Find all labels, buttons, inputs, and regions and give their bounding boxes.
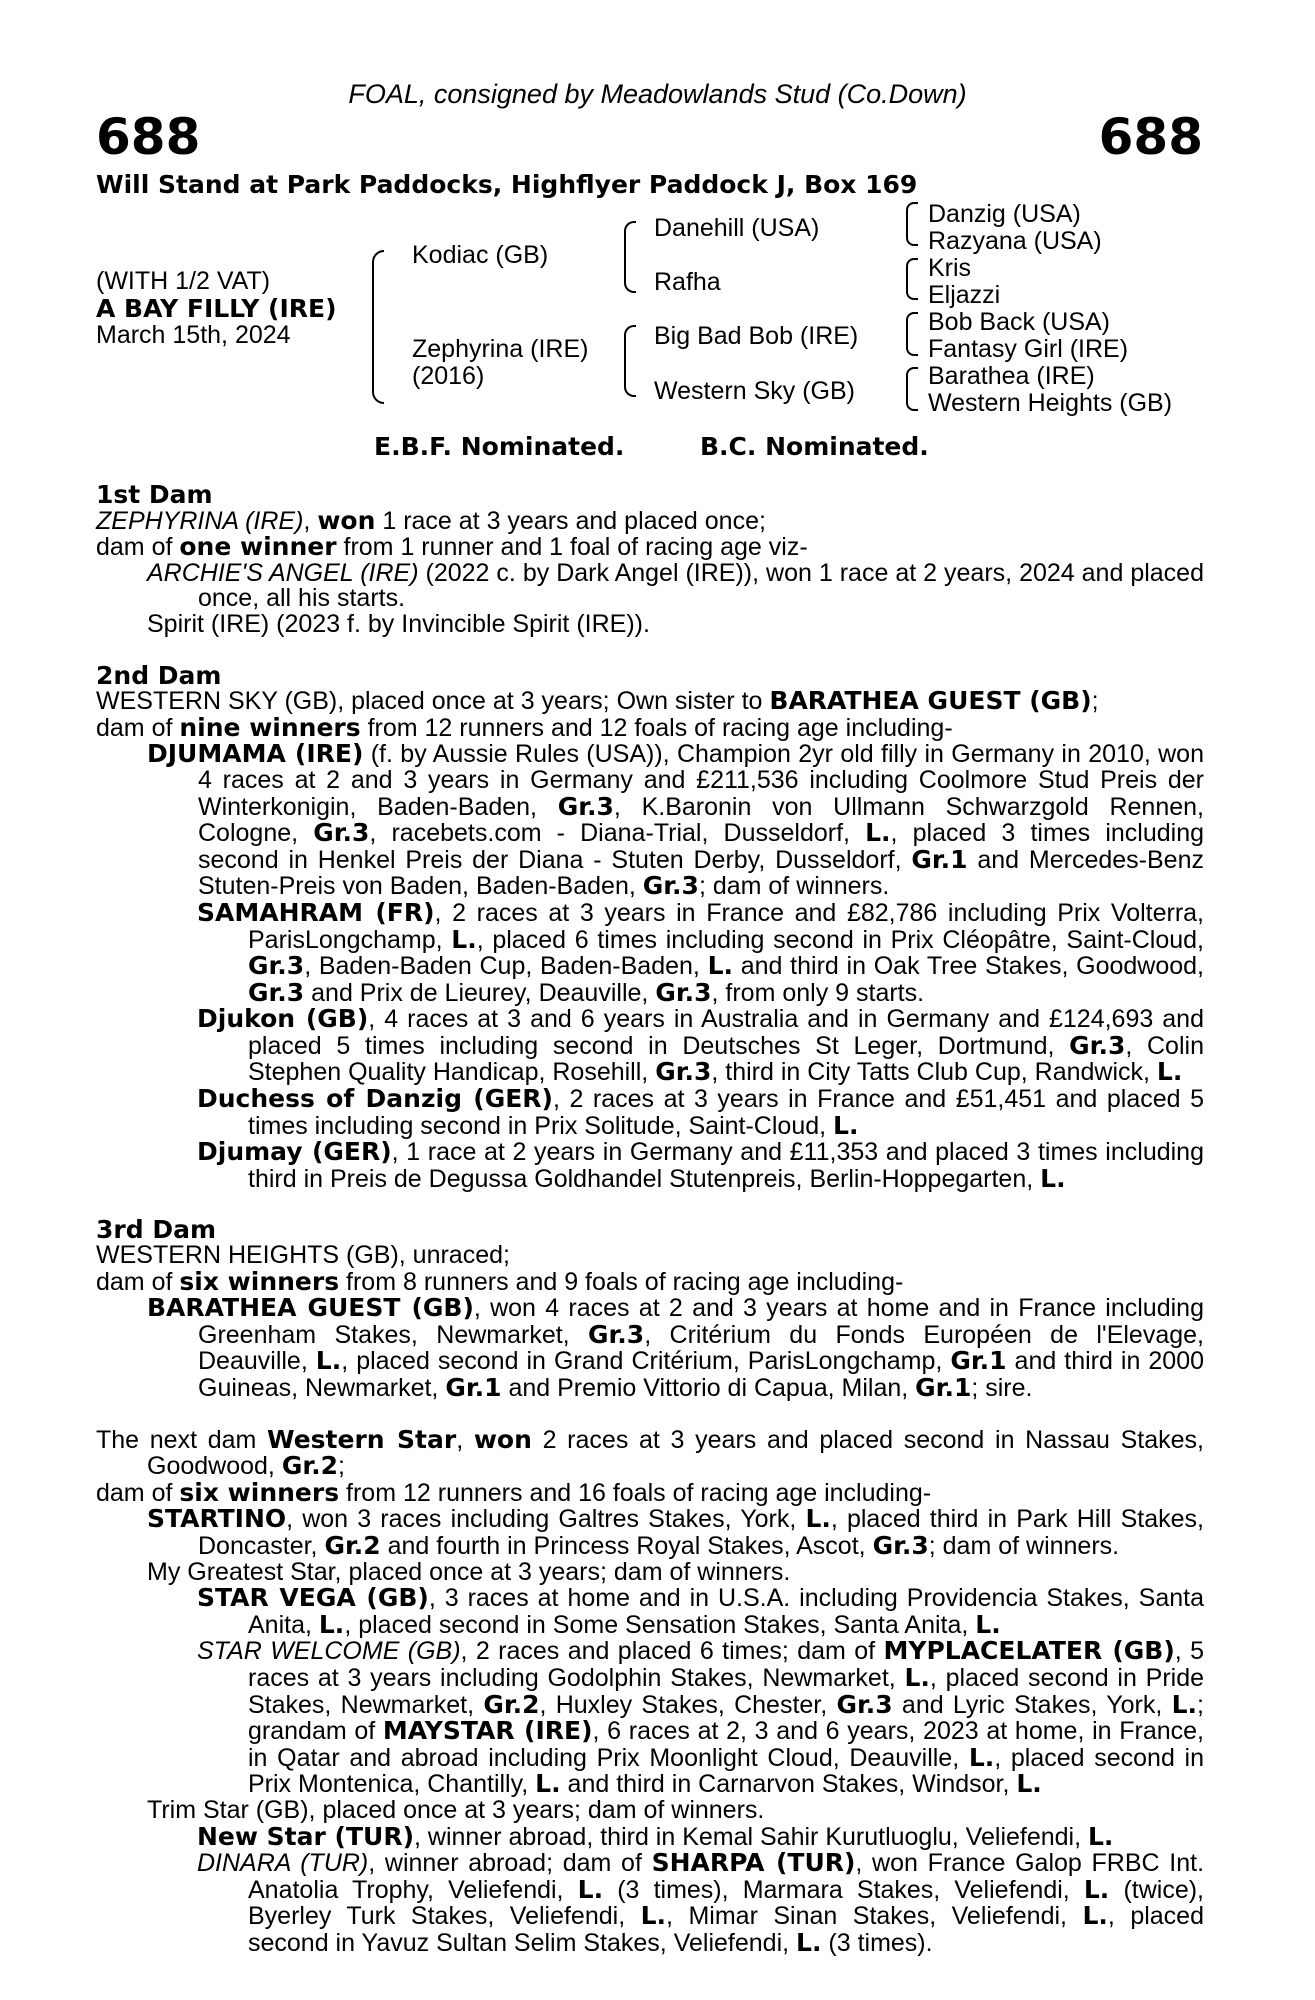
dam3-produce: dam of six winners from 8 runners and 9 foals of racing age including- xyxy=(96,1266,904,1296)
pedigree-brace-dam xyxy=(624,325,636,397)
pedigree-brace-sd xyxy=(906,258,918,300)
dam3-record: WESTERN HEIGHTS (GB), unraced; xyxy=(96,1241,510,1270)
next-dam-grandfoal-new-star: New Star (TUR), winner abroad, third in Kemal Sahir Kurutluoglu, Veliefendi, L. xyxy=(197,1821,1114,1851)
next-dam-grandfoal-star-welcome: STAR WELCOME (GB), 2 races and placed 6 times; dam of MYPLACELATER (GB), 5 races at 3 years including Godolphin Stakes, Newmarket, L., placed second in Pride Stakes, Newmarket, Gr.2, Huxley Stakes, Chester, Gr.3 and Lyric Stakes, York, L.; grandam of MAYSTAR (IRE), 6 races at 2, 3 and 6 years, 2023 at home, in France, in Qatar and abroad including Prix Moonlight Cloud, Deauville, L., placed second in Prix Montenica, Chantilly, L. and third in Carnarvon Stakes, Windsor, L. xyxy=(197,1636,1205,1799)
next-dam-grandfoal-dinara: DINARA (TUR), winner abroad; dam of SHARPA (TUR), won France Galop FRBC Int. Anatolia Trophy, Veliefendi, L. (3 times), Marmara Stakes, Veliefendi, L. (twice), Byerley Turk Stakes, Veliefendi, L., Mimar Sinan Stakes, Veliefendi, L., placed second in Yavuz Sultan Selim Stakes, Veliefendi, L. (3 times). xyxy=(197,1848,1205,1957)
dam3-foal-barathea-guest: BARATHEA GUEST (GB), won 4 races at 2 and 3 years at home and in France including Greenham Stakes, Newmarket, Gr.3, Critérium du Fonds Européen de l'Elevage, Deauville, L., placed second in Grand Critérium, ParisLongchamp, Gr.1 and third in 2000 Guineas, Newmarket, Gr.1 and Premio Vittorio di Capua, Milan, Gr.1; sire. xyxy=(147,1293,1204,1402)
next-dam-foal-my-greatest-star: My Greatest Star, placed once at 3 years; dam of winners. xyxy=(147,1557,791,1586)
next-dam-produce: dam of six winners from 12 runners and 16 foals of racing age including- xyxy=(96,1477,932,1507)
pedigree-sds: Kris xyxy=(928,254,972,282)
ebf-nomination: E.B.F. Nominated. xyxy=(374,432,625,461)
pedigree-ssd: Razyana (USA) xyxy=(928,227,1102,255)
next-dam-foal-trim-star: Trim Star (GB), placed once at 3 years; dam of winners. xyxy=(147,1795,765,1824)
pedigree-dds: Barathea (IRE) xyxy=(928,362,1095,390)
pedigree-notes xyxy=(96,482,1204,1956)
lot-dob: March 15th, 2024 xyxy=(96,321,291,349)
vat-note: (WITH 1/2 VAT) xyxy=(96,267,271,295)
consignor-line: FOAL, consigned by Meadowlands Stud (Co.Down) xyxy=(348,79,967,109)
dam2-produce: dam of nine winners from 12 runners and 12 foals of racing age including- xyxy=(96,712,953,742)
dam1-foal-1: ARCHIE'S ANGEL (IRE) (2022 c. by Dark Angel (IRE)), won 1 race at 2 years, 2024 and placed once, all his starts. xyxy=(147,558,1204,613)
dam1-produce: dam of one winner from 1 runner and 1 foal of racing age viz- xyxy=(96,532,808,562)
pedigree-dss: Bob Back (USA) xyxy=(928,308,1111,336)
pedigree-sdd: Eljazzi xyxy=(928,281,1001,309)
section-heading-3rd-dam: 3rd Dam xyxy=(96,1215,216,1245)
pedigree-sss: Danzig (USA) xyxy=(928,200,1081,228)
dam2-grandfoal-samahram: SAMAHRAM (FR), 2 races at 3 years in France and £82,786 including Prix Volterra, ParisLongchamp, L., placed 6 times including second in Prix Cléopâtre, Saint-Cloud, Gr.3, Baden-Baden Cup, Baden-Baden, L. and third in Oak Tree Stakes, Goodwood, Gr.3 and Prix de Lieurey, Deauville, Gr.3, from only 9 starts. xyxy=(197,897,1204,1007)
bc-nomination: B.C. Nominated. xyxy=(700,432,929,461)
pedigree-sire: Kodiac (GB) xyxy=(412,241,549,269)
pedigree-dd: Western Sky (GB) xyxy=(654,377,855,405)
section-heading-2nd-dam: 2nd Dam xyxy=(96,660,222,690)
pedigree-brace-ss xyxy=(906,202,918,246)
dam2-grandfoal-djumay: Djumay (GER), 1 race at 2 years in Germany and £11,353 and placed 3 times including third in Preis de Degussa Goldhandel Stutenpreis, Berlin-Hoppegarten, L. xyxy=(197,1137,1204,1193)
section-heading-1st-dam: 1st Dam xyxy=(96,480,213,509)
dam2-foal-djumama: DJUMAMA (IRE) (f. by Aussie Rules (USA)), Champion 2yr old filly in Germany in 2010, won 4 races at 2 and 3 years in Germany and £211,536 including Coolmore Stud Preis der Winterkonigin, Baden-Baden, Gr.3, K.Baronin von Ullmann Schwarzgold Rennen, Cologne, Gr.3, racebets.com - Diana-Trial, Dusseldorf, L., placed 3 times including second in Henkel Preis der Diana - Stuten Derby, Dusseldorf, Gr.1 and Mercedes-Benz Stuten-Preis von Baden, Baden-Baden, Gr.3; dam of winners. xyxy=(147,739,1204,901)
pedigree-sd: Rafha xyxy=(654,268,721,296)
pedigree-brace-main xyxy=(372,250,384,404)
dam1-record: ZEPHYRINA (IRE), won 1 race at 3 years and placed once; xyxy=(96,505,766,535)
pedigree-brace-dd xyxy=(906,367,918,411)
next-dam-foal-startino: STARTINO, won 3 races including Galtres Stakes, York, L., placed third in Park Hill Stakes, Doncaster, Gr.2 and fourth in Princess Royal Stakes, Ascot, Gr.3; dam of winners. xyxy=(147,1504,1204,1560)
pedigree-brace-ds xyxy=(906,312,918,356)
next-dam-record: The next dam Western Star, won 2 races at 3 years and placed second in Nassau Stakes, Goodwood, Gr.2; xyxy=(96,1424,1204,1481)
pedigree-ds: Big Bad Bob (IRE) xyxy=(654,322,859,350)
dam2-grandfoal-djukon: Djukon (GB), 4 races at 3 and 6 years in Australia and in Germany and £124,693 and placed 5 times including second in Deutsches St Leger, Dortmund, Gr.3, Colin Stephen Quality Handicap, Rosehill, Gr.3, third in City Tatts Club Cup, Randwick, L. xyxy=(197,1004,1204,1087)
dam1-foal-2: Spirit (IRE) (2023 f. by Invincible Spirit (IRE)). xyxy=(147,609,650,638)
lot-number-right: 688 xyxy=(1098,108,1203,166)
pedigree-ss: Danehill (USA) xyxy=(654,214,820,242)
next-dam-grandfoal-star-vega: STAR VEGA (GB), 3 races at home and in U.S.A. including Providencia Stakes, Santa Anita, L., placed second in Some Sensation Stakes, Santa Anita, L. xyxy=(197,1583,1204,1639)
pedigree-ddd: Western Heights (GB) xyxy=(928,389,1173,417)
stand-location: Will Stand at Park Paddocks, Highflyer Paddock J, Box 169 xyxy=(96,170,918,199)
dam2-grandfoal-duchess: Duchess of Danzig (GER), 2 races at 3 years in France and £51,451 and placed 5 times including second in Prix Solitude, Saint-Cloud, L. xyxy=(197,1084,1204,1140)
pedigree-dam-year: (2016) xyxy=(412,362,485,390)
dam2-record: WESTERN SKY (GB), placed once at 3 years; Own sister to BARATHEA GUEST (GB); xyxy=(96,686,1099,716)
pedigree-dsd: Fantasy Girl (IRE) xyxy=(928,335,1129,363)
pedigree-dam: Zephyrina (IRE) xyxy=(412,335,589,363)
lot-name: A BAY FILLY (IRE) xyxy=(96,294,337,323)
pedigree-brace-sire xyxy=(624,221,636,293)
lot-number-left: 688 xyxy=(96,108,201,166)
